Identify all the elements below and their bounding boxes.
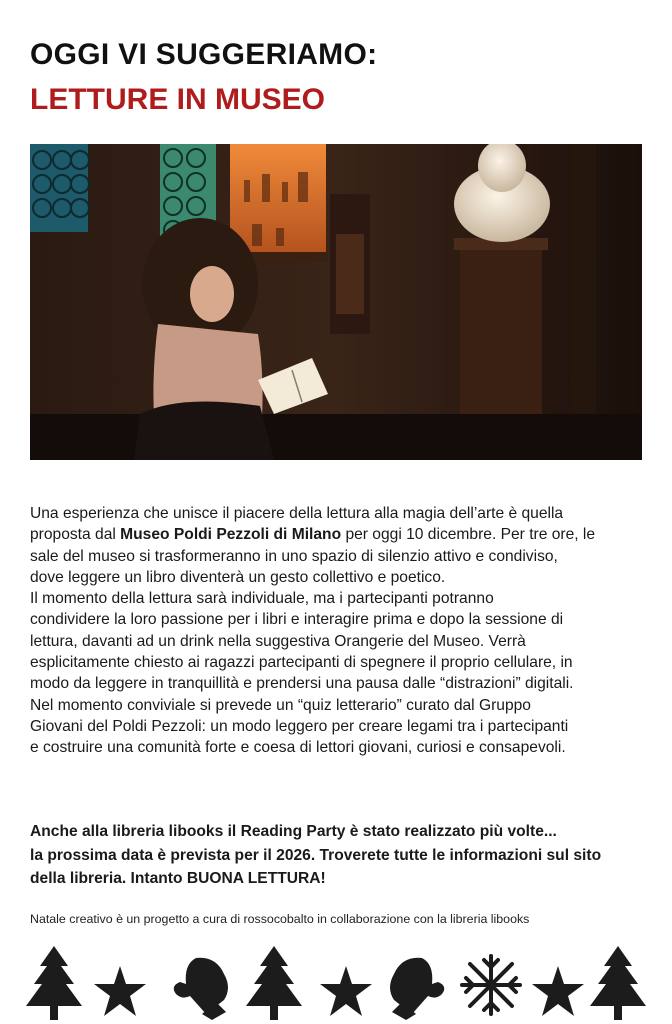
mitten-icon bbox=[166, 956, 234, 1020]
text-fragment: proposta dal bbox=[30, 526, 121, 544]
text-line: lettura, davanti ad un drink nella suggestiva Orangerie del Museo. Verrà bbox=[30, 632, 526, 650]
tree-icon bbox=[26, 946, 82, 1020]
text-line: esplicitamente chiesto ai ragazzi partecipanti di spegnere il proprio cellulare, in bbox=[30, 654, 573, 672]
cta-line: Anche alla libreria libooks il Reading Party è stato realizzato più volte... bbox=[30, 823, 557, 840]
text-line bbox=[30, 524, 650, 545]
star-icon bbox=[94, 966, 146, 1016]
cta-line: della libreria. Intanto BUONA LETTURA! bbox=[30, 870, 326, 887]
text-line: modo da leggere in tranquillità e prendersi una pausa dalle “distrazioni” digitali. bbox=[30, 675, 574, 693]
cta-line: la prossima data è prevista per il 2026. Troverete tutte le informazioni sul sito bbox=[30, 846, 602, 864]
text-line: dove leggere un libro diventerà un gesto collettivo e poetico. bbox=[30, 568, 446, 586]
text-line: e costruire una comunità forte e coesa di lettori giovani, curiosi e consapevoli. bbox=[30, 739, 566, 757]
text-line: Il momento della lettura sarà individuale, ma i partecipanti potranno bbox=[30, 590, 494, 608]
snowflake-icon bbox=[460, 954, 522, 1016]
star-icon bbox=[320, 966, 372, 1016]
museum-name: Museo Poldi Pezzoli di Milano bbox=[120, 526, 342, 544]
text-fragment: per oggi 10 dicembre. Per tre ore, le bbox=[341, 526, 596, 544]
tree-icon bbox=[246, 946, 302, 1020]
text-line: Giovani del Poldi Pezzoli: un modo leggero per creare legami tra i partecipanti bbox=[30, 717, 569, 735]
text-line: Nel momento conviviale si prevede un “quiz letterario” curato dal Gruppo bbox=[30, 696, 531, 714]
paragraph-details bbox=[30, 588, 650, 758]
text-line: Una esperienza che unisce il piacere della lettura alla magia dell’arte è quella bbox=[30, 505, 564, 522]
article-body bbox=[30, 503, 650, 759]
mitten-icon bbox=[384, 956, 452, 1020]
page-subtitle: LETTURE IN MUSEO bbox=[30, 83, 326, 116]
museum-reading-photo bbox=[30, 144, 642, 460]
text-line: sale del museo si trasformeranno in uno spazio di silenzio attivo e condiviso, bbox=[30, 547, 558, 565]
text-line: condividere la loro passione per i libri e interagire prima e dopo la sessione di bbox=[30, 611, 564, 629]
call-to-action bbox=[30, 820, 650, 891]
tree-icon bbox=[590, 946, 646, 1020]
star-icon bbox=[532, 966, 584, 1016]
paragraph-intro bbox=[30, 503, 650, 588]
footer-credit: Natale creativo è un progetto a cura di rossocobalto in collaborazione con la libreria libooks bbox=[30, 912, 530, 926]
page-title: OGGI VI SUGGERIAMO: bbox=[30, 38, 378, 71]
christmas-icon-row bbox=[26, 944, 646, 1020]
